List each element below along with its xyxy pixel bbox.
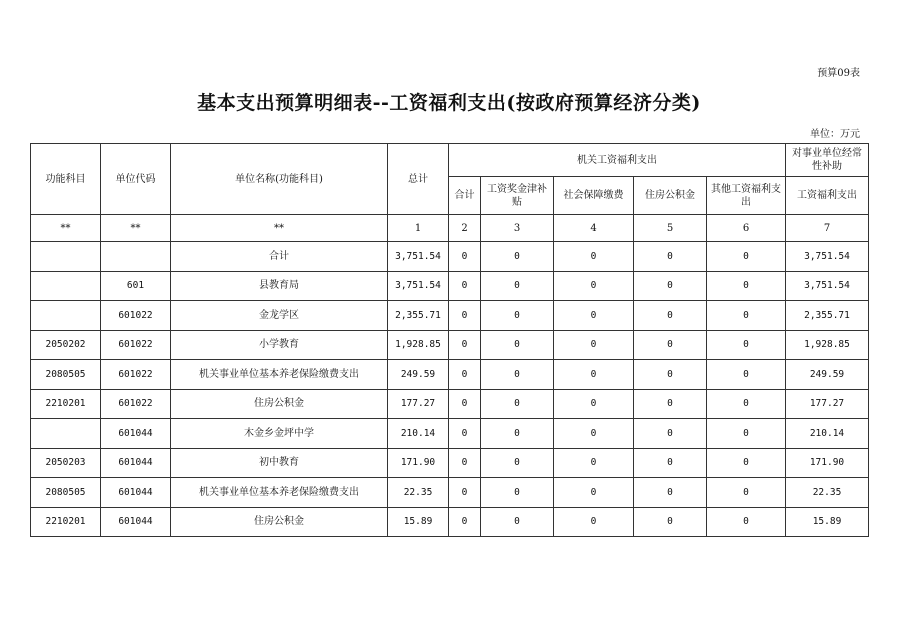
page-title: 基本支出预算明细表--工资福利支出(按政府预算经济分类) bbox=[197, 92, 701, 114]
table-cell: 木金乡金坪中学 bbox=[171, 419, 388, 449]
table-cell: 0 bbox=[707, 271, 786, 301]
unit-label: 单位：万元 bbox=[810, 129, 860, 140]
table-cell: 住房公积金 bbox=[171, 507, 388, 537]
table-cell bbox=[31, 419, 101, 449]
table-cell: 1,928.85 bbox=[388, 330, 449, 360]
table-cell: 0 bbox=[707, 448, 786, 478]
header-row bbox=[31, 144, 869, 177]
table-cell: 0 bbox=[634, 242, 707, 272]
index-cell: 7 bbox=[786, 215, 869, 242]
table-cell: 0 bbox=[554, 389, 634, 419]
table-row bbox=[31, 360, 869, 390]
table-cell: 3,751.54 bbox=[388, 242, 449, 272]
table-cell bbox=[31, 242, 101, 272]
table-row bbox=[31, 419, 869, 449]
table-cell: 0 bbox=[634, 478, 707, 508]
table-row bbox=[31, 389, 869, 419]
index-cell: ** bbox=[101, 215, 171, 242]
table-cell: 2210201 bbox=[31, 507, 101, 537]
table-cell: 0 bbox=[707, 360, 786, 390]
table-cell: 住房公积金 bbox=[171, 389, 388, 419]
table-cell bbox=[31, 301, 101, 331]
table-row bbox=[31, 507, 869, 537]
table-cell: 合计 bbox=[171, 242, 388, 272]
table-cell: 0 bbox=[481, 419, 554, 449]
table-cell: 3,751.54 bbox=[388, 271, 449, 301]
table-cell: 0 bbox=[481, 271, 554, 301]
table-row bbox=[31, 271, 869, 301]
table-cell: 0 bbox=[707, 507, 786, 537]
header-func-code: 功能科目 bbox=[31, 144, 101, 215]
table-cell: 0 bbox=[481, 301, 554, 331]
table-cell: 0 bbox=[634, 419, 707, 449]
table-cell: 0 bbox=[634, 360, 707, 390]
table-cell: 171.90 bbox=[388, 448, 449, 478]
index-cell: 6 bbox=[707, 215, 786, 242]
index-cell: 1 bbox=[388, 215, 449, 242]
table-cell: 0 bbox=[634, 301, 707, 331]
table-cell: 0 bbox=[554, 360, 634, 390]
subheader-cell: 其他工资福利支出 bbox=[707, 177, 786, 215]
table-cell: 0 bbox=[707, 478, 786, 508]
table-row bbox=[31, 478, 869, 508]
table-cell: 2,355.71 bbox=[786, 301, 869, 331]
table-cell: 0 bbox=[481, 448, 554, 478]
table-cell: 0 bbox=[634, 330, 707, 360]
table-cell: 0 bbox=[481, 507, 554, 537]
table-cell: 0 bbox=[449, 301, 481, 331]
table-cell: 金龙学区 bbox=[171, 301, 388, 331]
table-cell: 249.59 bbox=[786, 360, 869, 390]
table-cell: 小学教育 bbox=[171, 330, 388, 360]
table-cell: 177.27 bbox=[786, 389, 869, 419]
table-cell: 601044 bbox=[101, 448, 171, 478]
table-cell: 0 bbox=[481, 389, 554, 419]
table-cell: 2050203 bbox=[31, 448, 101, 478]
table-cell: 0 bbox=[634, 389, 707, 419]
table-cell: 0 bbox=[554, 301, 634, 331]
index-cell: 3 bbox=[481, 215, 554, 242]
table-cell: 初中教育 bbox=[171, 448, 388, 478]
table-cell: 0 bbox=[449, 478, 481, 508]
table-cell: 0 bbox=[554, 271, 634, 301]
table-cell: 601022 bbox=[101, 330, 171, 360]
header-total: 总计 bbox=[388, 144, 449, 215]
index-cell: 5 bbox=[634, 215, 707, 242]
table-cell: 2050202 bbox=[31, 330, 101, 360]
table-cell: 171.90 bbox=[786, 448, 869, 478]
table-cell: 601022 bbox=[101, 301, 171, 331]
table-cell: 0 bbox=[449, 242, 481, 272]
table-cell: 601044 bbox=[101, 478, 171, 508]
table-row bbox=[31, 301, 869, 331]
subheader-cell: 住房公积金 bbox=[634, 177, 707, 215]
table-cell bbox=[31, 271, 101, 301]
table-cell: 601044 bbox=[101, 507, 171, 537]
table-cell: 2,355.71 bbox=[388, 301, 449, 331]
table-cell: 1,928.85 bbox=[786, 330, 869, 360]
table-row bbox=[31, 448, 869, 478]
table-cell: 0 bbox=[554, 478, 634, 508]
table-cell: 0 bbox=[554, 448, 634, 478]
table-cell: 0 bbox=[481, 330, 554, 360]
table-cell: 0 bbox=[449, 330, 481, 360]
table-cell: 22.35 bbox=[786, 478, 869, 508]
table-cell: 0 bbox=[449, 389, 481, 419]
table-cell: 601044 bbox=[101, 419, 171, 449]
table-cell: 机关事业单位基本养老保险缴费支出 bbox=[171, 478, 388, 508]
subheader-cell: 工资福利支出 bbox=[786, 177, 869, 215]
table-cell: 249.59 bbox=[388, 360, 449, 390]
header-unit-code: 单位代码 bbox=[101, 144, 171, 215]
table-cell: 0 bbox=[634, 507, 707, 537]
table-cell: 601 bbox=[101, 271, 171, 301]
table-cell: 601022 bbox=[101, 389, 171, 419]
table-cell: 0 bbox=[634, 448, 707, 478]
table-cell: 0 bbox=[554, 507, 634, 537]
table-cell: 0 bbox=[481, 478, 554, 508]
table-cell: 3,751.54 bbox=[786, 242, 869, 272]
table-cell: 0 bbox=[707, 301, 786, 331]
form-number: 预算09表 bbox=[817, 68, 860, 79]
table-cell: 县教育局 bbox=[171, 271, 388, 301]
table-cell: 0 bbox=[481, 242, 554, 272]
table-cell: 0 bbox=[707, 242, 786, 272]
header-group-subsidy: 对事业单位经常性补助 bbox=[786, 144, 869, 177]
table-cell: 0 bbox=[449, 271, 481, 301]
table-cell: 0 bbox=[481, 360, 554, 390]
table-cell: 0 bbox=[449, 507, 481, 537]
table-cell: 0 bbox=[707, 330, 786, 360]
table-cell: 0 bbox=[707, 389, 786, 419]
table-row bbox=[31, 330, 869, 360]
table-cell: 15.89 bbox=[388, 507, 449, 537]
table-cell: 0 bbox=[634, 271, 707, 301]
budget-table bbox=[30, 143, 869, 537]
subheader-cell: 合计 bbox=[449, 177, 481, 215]
table-cell: 机关事业单位基本养老保险缴费支出 bbox=[171, 360, 388, 390]
table-row bbox=[31, 242, 869, 272]
table-cell: 177.27 bbox=[388, 389, 449, 419]
index-row bbox=[31, 215, 869, 242]
table-cell: 2080505 bbox=[31, 360, 101, 390]
subheader-cell: 社会保障缴费 bbox=[554, 177, 634, 215]
header-unit-name: 单位名称(功能科目) bbox=[171, 144, 388, 215]
table-cell: 210.14 bbox=[388, 419, 449, 449]
subheader-cell: 工资奖金津补贴 bbox=[481, 177, 554, 215]
table-cell: 0 bbox=[707, 419, 786, 449]
table-cell: 0 bbox=[449, 419, 481, 449]
table-cell: 0 bbox=[449, 360, 481, 390]
table-cell: 0 bbox=[554, 242, 634, 272]
table-cell: 0 bbox=[554, 330, 634, 360]
table-cell: 15.89 bbox=[786, 507, 869, 537]
table-cell: 0 bbox=[554, 419, 634, 449]
table-cell: 0 bbox=[449, 448, 481, 478]
table-cell bbox=[101, 242, 171, 272]
index-cell: 4 bbox=[554, 215, 634, 242]
index-cell: ** bbox=[31, 215, 101, 242]
table-cell: 2210201 bbox=[31, 389, 101, 419]
header-group-org: 机关工资福利支出 bbox=[449, 144, 786, 177]
table-cell: 3,751.54 bbox=[786, 271, 869, 301]
index-cell: ** bbox=[171, 215, 388, 242]
table-cell: 210.14 bbox=[786, 419, 869, 449]
table-cell: 601022 bbox=[101, 360, 171, 390]
index-cell: 2 bbox=[449, 215, 481, 242]
table-cell: 2080505 bbox=[31, 478, 101, 508]
table-cell: 22.35 bbox=[388, 478, 449, 508]
